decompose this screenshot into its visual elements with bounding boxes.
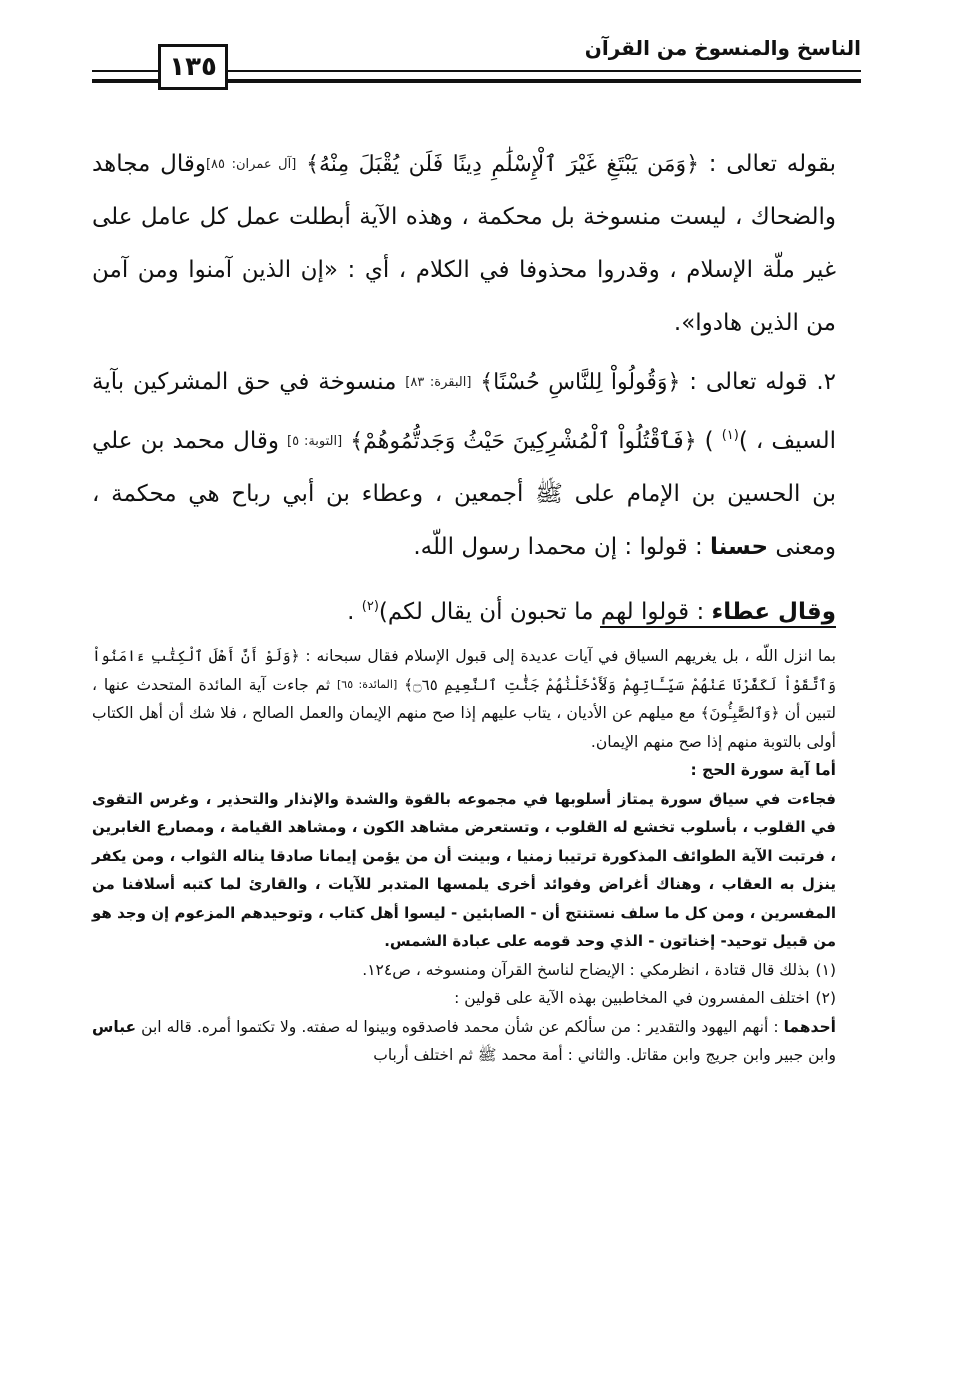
p2-text: : قولوا : إن محمدا رسول اللّه. <box>413 534 711 560</box>
p1-text: وقال مجاهد والضحاك ، ليست منسوخة بل محكمة ، وهذه الآية أبطلت عمل كل عامل على غير ملّة الإسلام ، وقدروا محذوفا في الكلام ، أي : «إن الذين آمنوا ومن آمن من الذين هادوا». <box>92 151 836 336</box>
fn2-bold: عباس <box>92 1017 137 1036</box>
footnote-marker[interactable]: (٢) <box>361 599 379 614</box>
hajj-text: فجاءت في سياق سورة يمتاز أسلوبها في مجموعه بالقوة والشدة والإنذار والتحذير ، وغرس التقوى في القلوب ، بأسلوب تخشع له القلوب ، وتستعرض مشاهد الكون ، ومشاهد القيامة ، ومصارع الغابرين ، فرتبت الآية الطوائف المذكورة ترتيبا زمنيا ، وبينت أن من يؤمن إيمانا صادقا يناله الثواب ، ومن يكفر ينزل به العقاب ، وهناك أغراض وفوائد أخرى يلمسها المتدبر للآيات ، والقارئ لما كتبه أسلافنا من المفسرين ، ومن كل ما سلف نستنتج أن - الصابئين - ليسوا أهل كتاب ، وتوحيدهم المزعوم إن وجد هو من قبيل توحيد- إخناتون - الذي وحد قومه على عبادة الشمس. <box>92 789 836 950</box>
quran-verse: ﴿وَلَوْ أَنَّ أَهْلَ ٱلْكِتَٰبِ ءَامَنُواْ وَٱتَّقَوْاْ لَكَفَّرْنَا عَنْهُمْ سَيِّـَٔاتِهِمْ وَلَأَدْخَلْنَٰهُمْ جَنَّٰتِ ٱلنَّعِيمِ ۝٦٥﴾ <box>92 647 836 694</box>
footnote-continuation <box>92 642 836 756</box>
verse-reference: [المائدة: ٦٥] <box>337 677 398 691</box>
p2-intro: ٢. قوله تعالى : <box>680 369 836 395</box>
footnote-2 <box>92 984 836 1013</box>
p3-text: : قولوا لهم ما تحبون أن يقال لكم) <box>378 599 712 625</box>
footnote-separator <box>600 626 836 628</box>
p2-text: ) <box>696 428 722 454</box>
verse-reference: [آل عمران: ٨٥] <box>205 157 297 172</box>
footnote-number: (١) <box>815 960 836 979</box>
main-text <box>92 138 836 639</box>
p2-text: منسوخة في حق المشركين بآية السيف ، ) <box>92 369 836 454</box>
fn2-text: : أنهم اليهود والتقدير : من سألكم عن شأن محمد فاصدقوه وبينوا له صفته. ولا تكتموا أمره. قاله ابن <box>136 1017 784 1036</box>
fn-cont-text: ثم جاءت آية المائدة المتحدث عنها ، لتبين أن <box>92 675 836 722</box>
verse-reference: [التوبة: ٥] <box>287 434 343 449</box>
footnotes <box>92 642 836 1070</box>
fn2-bold: أحدهما <box>783 1017 836 1036</box>
running-header-title: الناسخ والمنسوخ من القرآن <box>584 36 861 60</box>
footnote-marker[interactable]: (١) <box>721 428 739 443</box>
fn-cont-text: مع ميلهم عن الأديان ، يتاب عليهم إذا صح منهم الإيمان والعمل الصالح ، فلا شك أن أهل الكتاب أولى بالتوبة منهم إذا صح منهم الإيمان. <box>92 704 836 751</box>
quran-verse: ﴿وَمَن يَبْتَغِ غَيْرَ ٱلْإِسْلَٰمِ دِينًا فَلَن يُقْبَلَ مِنْهُ﴾ <box>306 152 699 177</box>
footnote-1 <box>92 956 836 985</box>
fn2-text: وابن جبير وابن جريج وابن مقاتل. والثاني : أمة محمد ﷺ ثم اختلف أرباب <box>373 1046 836 1064</box>
p2-bold-term: حسنا <box>710 534 769 560</box>
hajj-heading: أما آية سورة الحج : <box>690 761 836 779</box>
quran-verse: ﴿فَٱقْتُلُواْ ٱلْمُشْرِكِينَ حَيْثُ وَجَدتُّمُوهُمْ﴾ <box>350 429 697 454</box>
page-number: ١٣٥ <box>169 52 217 82</box>
p1-intro: بقوله تعالى : <box>699 151 837 177</box>
hajj-explanation <box>92 785 836 956</box>
quran-verse: ﴿وَقُولُواْ لِلنَّاسِ حُسْنًا﴾ <box>480 370 681 395</box>
p3-end: . <box>347 599 362 625</box>
page-number-box <box>158 44 228 90</box>
p2-text: وقال محمد بن علي بن الحسين بن الإمام على ﷺ أجمعين ، وعطاء بن أبي رباح هي محكمة ، ومعنى <box>92 428 836 560</box>
p3-bold-speaker: وقال عطاء <box>711 599 836 625</box>
paragraph-1 <box>92 138 836 350</box>
footnote-2-continuation <box>92 1013 836 1070</box>
fn-cont-text: بما انزل اللّه ، بل يغريهم السياق في آيات عديدة إلى قبول الإسلام فقال سبحانه : <box>299 647 836 665</box>
footnote-text: بذلك قال قتادة ، انظرمكي : الإيضاح لناسخ القرآن ومنسوخه ، ص١٢٤. <box>362 960 810 979</box>
verse-reference: [البقرة: ٨٣] <box>405 375 472 390</box>
paragraph-3 <box>92 580 836 639</box>
paragraph-2 <box>92 356 836 574</box>
quran-verse: ﴿وَٱلصَّٰبِـُٔونَ﴾ <box>700 704 780 722</box>
footnote-text: اختلف المفسرون في المخاطبين بهذه الآية على قولين : <box>454 989 810 1007</box>
footnote-number: (٢) <box>815 989 836 1007</box>
